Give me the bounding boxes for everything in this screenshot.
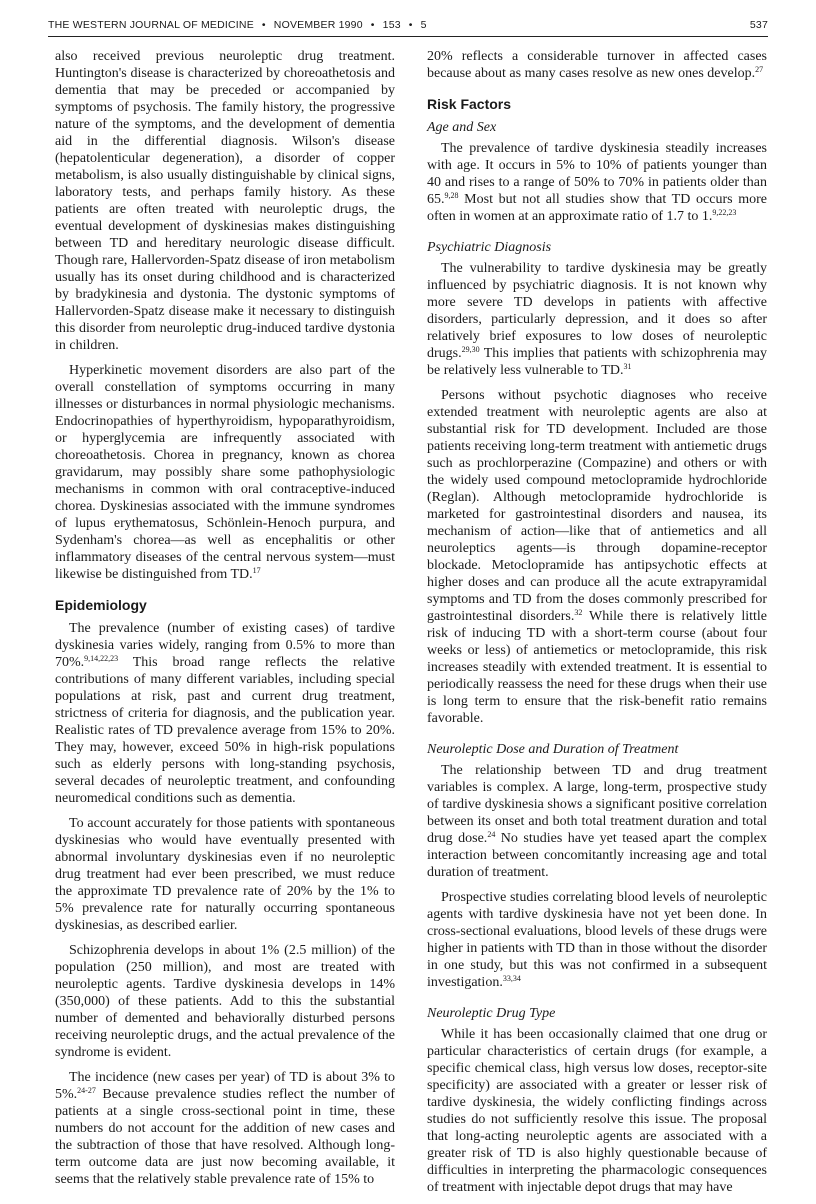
right-column [427,48,767,1204]
paragraph: To account accurately for those patients with spontaneous dyskinesias who would have eventually presented with abnormal involuntary dyskinesias even if no neuroleptic drug treatment had ever been prescribed, we must reduce the approximate TD prevalence rate of 20% by the 1% to 5% prevalence rate for naturally occurring spontaneous dyskinesias, as described earlier. [55,816,395,933]
subheading-age-sex: Age and Sex [427,120,497,135]
section-heading-epidemiology: Epidemiology [55,597,147,613]
paragraph: Schizophrenia develops in about 1% (2.5 million) of the population (250 million), and most are treated with neuroleptic agents. Tardive dyskinesia develops in 14% (350,000) of these patients. Add to this the substantial number of demented and behaviorally disturbed persons receiving neuroleptic drugs, and the actual prevalence of the syndrome is evident. [55,943,395,1060]
citation: 24-27 [77,1086,96,1095]
paragraph: While it has been occasionally claimed that one drug or particular characteristics of certain drugs (for example, a specific chemical class, high versus low doses, receptor-site specificity) are associated with a greater or lesser risk of tardive dyskinesia, the widely conflicting findings across studies do not sufficiently resolve this issue. The proposal that long-acting neuroleptic agents are associated with a greater risk of TD is also highly questionable because of difficulties in interpreting the pharmacologic consequences of treatment with injectable depot drugs that may have [427,1027,767,1195]
issue-date: NOVEMBER 1990 [273,19,363,31]
citation: 9,28 [444,191,459,200]
citation: 32 [574,608,583,617]
header-separator: • [370,19,375,31]
paragraph: The relationship between TD and drug treatment variables is complex. A large, long-term, prospective study of tardive dyskinesia shows a significant positive correlation between its onset and both total treatment duration and total drug dose.$^{24}$ No studies have yet teased apart the complex interaction between concomitantly increasing age and total duration of treatment. [427,763,767,880]
volume-number: 153 [382,19,401,31]
header-separator: • [408,19,413,31]
paragraph: The prevalence of tardive dyskinesia steadily increases with age. It occurs in 5% to 10% of patients younger than 40 and rises to a range of 50% to 70% in patients older than 65.$^{9,28}$ Most but not all studies show that TD occurs more often in women at an approximate ratio of 1.7 to 1.$^{9,22,23}$ [427,141,767,224]
paragraph: 20% reflects a considerable turnover in affected cases because about as many cases resolve as new ones develop.$^{27}$ [427,49,767,81]
citation: 31 [623,362,632,371]
citation: 29,30 [461,345,480,354]
paragraph: Prospective studies correlating blood levels of neuroleptic agents with tardive dyskinesia have not yet been done. In cross-sectional evaluations, blood levels of these drugs were higher in patients with TD than in those without the disorder in one study, but this was not confirmed in a subsequent investigation.$^{33,34}$ [427,890,767,990]
left-column [55,48,395,1196]
section-heading-risk-factors: Risk Factors [427,96,512,112]
paragraph: also received previous neuroleptic drug treatment. Huntington's disease is characterized by choreoathetosis and dementia that may be preceded or accompanied by symptoms of psychosis. The family history, the progressive nature of the symptoms, and the development of dementia aid in the differential diagnosis. Wilson's disease (hepatolenticular degeneration), a disorder of copper metabolism, is also usually distinguishable by clinical signs, laboratory tests, and perhaps family history. As these patients are often treated with neuroleptic drugs, the eventual development of dyskinesias makes distinguishing between TD and hereditary neurologic disease difficult. Though rare, Hallervorden-Spatz disease of iron metabolism usually has its onset during childhood and is characterized by bradykinesia and dystonia. The dystonic symptoms of Hallervorden-Spatz disease make it necessary to distinguish this disorder from neuroleptic drug-induced tardive dystonia in children. [55,49,395,353]
citation: 33,34 [502,974,521,983]
page-number: 537 [749,19,768,31]
subheading-dose-duration: Neuroleptic Dose and Duration of Treatment [427,742,679,757]
citation: 27 [755,65,764,74]
subheading-drug-type: Neuroleptic Drug Type [427,1006,556,1021]
citation: 17 [252,566,261,575]
citation: 9,14,22,23 [84,654,119,663]
journal-name: THE WESTERN JOURNAL OF MEDICINE [48,19,254,31]
paragraph: Hyperkinetic movement disorders are also part of the overall constellation of symptoms occurring in many illnesses or disturbances in normal physiologic mechanisms. Endocrinopathies of hyperthyroidism, hypoparathyroidism, or hyperglycemia are infrequently associated with choreoathetosis. Chorea in pregnancy, known as chorea gravidarum, may possibly share some pathophysiologic mechanisms in common with oral contraceptive-induced chorea. Dyskinesias associated with the immune syndromes of lupus erythematosus, Schönlein-Henoch purpura, and Sydenham's chorea—as well as encephalitis or other inflammatory diseases of the central nervous system—must likewise be distinguished from TD.$^{17}$ [55,363,395,582]
paragraph: The prevalence (number of existing cases) of tardive dyskinesia varies widely, ranging from 0.5% to more than 70%.$^{9,14,22,23}$ This broad range reflects the relative contributions of many different variables, including special populations at risk, past and current drug treatment, strictness of criteria for diagnosis, and the publication year. Realistic rates of TD prevalence average from 15% to 20%. They may, however, exceed 50% in high-risk populations such as elderly persons with long-standing psychosis, several decades of neuroleptic treatment, and confounding neuromedical conditions such as dementia. [55,621,395,806]
paragraph: The incidence (new cases per year) of TD is about 3% to 5%.$^{24-27}$ Because prevalence studies reflect the number of patients at a single cross-sectional point in time, these numbers do not account for the addition of new cases and the subtraction of those that have resolved. Although long-term outcome data are just now becoming available, it seems that the relatively stable prevalence rate of 15% to [55,1070,395,1187]
issue-number: 5 [420,19,427,31]
paragraph: The vulnerability to tardive dyskinesia may be greatly influenced by psychiatric diagnosis. It is not known why more severe TD develops in patients with affective disorders, particularly depression, and it does so after relatively brief exposures to low doses of neuroleptic drugs.$^{29,30}$ This implies that patients with schizophrenia may be relatively less vulnerable to TD.$^{31}$ [427,261,767,378]
subheading-psychiatric-diagnosis: Psychiatric Diagnosis [427,240,552,255]
citation: 9,22,23 [712,208,737,217]
running-header [48,14,768,37]
citation: 24 [487,830,496,839]
paragraph: Persons without psychotic diagnoses who receive extended treatment with neuroleptic agents are also at substantial risk for TD development. Included are those patients receiving long-term treatment with antiemetic drugs such as prochlorperazine (Compazine) and others or with the widely used compound metoclopramide hydrochloride (Reglan). Although metoclopramide hydrochloride is marketed for gastrointestinal disorders and nausea, its mechanism of action—like that of antiemetics and all neuroleptics agents—is through dopamine-receptor blockade. Metoclopramide has antipsychotic effects at higher doses and can produce all the acute extrapyramidal symptoms and TD from the doses commonly prescribed for gastrointestinal disorders.$^{32}$ While there is relatively little risk of inducing TD with a short-term course (about four weeks or less) of antiemetics or metoclopramide, this risk increases steadily with extended treatment. It is essential to periodically reassess the need for these drugs when their use is long term to ensure that the risk-benefit ratio remains favorable. [427,388,767,726]
header-separator: • [261,19,266,31]
